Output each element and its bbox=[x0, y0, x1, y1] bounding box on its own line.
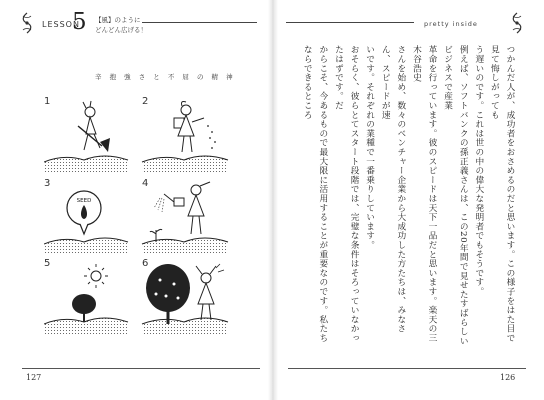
body-line: う遅いのです。これは世の中の偉大な発明者でもそうです。 bbox=[473, 45, 484, 297]
sun-icon bbox=[84, 264, 108, 288]
body-text bbox=[302, 45, 517, 349]
body-line: 革命を行っています。彼のスピードは天下一品だと思います。楽天の三木谷浩史 bbox=[411, 45, 438, 343]
body-line: おそらく、彼らとてスタート段階では、完璧な条件はそろっていなかったはずです。だ bbox=[333, 45, 360, 343]
panel-3-seed bbox=[44, 191, 128, 254]
right-page bbox=[276, 0, 544, 400]
left-page bbox=[0, 0, 270, 400]
lesson-number: 5 bbox=[72, 9, 87, 35]
left-ornament-icon bbox=[20, 12, 34, 34]
body-line: からこそ、今あるもので最大限に活用することが重要なのです。私たちならできるところ bbox=[302, 45, 328, 343]
panel-title: 辛 抱 強 さ と 不 屈 の 精 神 bbox=[95, 73, 236, 81]
seed-label: SEED bbox=[76, 198, 92, 204]
bottom-rule-right bbox=[288, 368, 526, 369]
panel-number-5: 5 bbox=[44, 258, 51, 269]
header-rule bbox=[142, 22, 257, 23]
panel-5-growing bbox=[44, 264, 128, 334]
panel-number-1: 1 bbox=[44, 96, 51, 107]
panel-2-sowing bbox=[142, 102, 228, 173]
header-rule-right bbox=[286, 22, 414, 23]
watering-can-icon bbox=[164, 194, 184, 206]
panel-number-2: 2 bbox=[142, 96, 149, 107]
right-ornament-icon bbox=[510, 12, 524, 34]
seed-bubble-icon bbox=[67, 191, 101, 234]
lesson-label: LESSON bbox=[42, 20, 80, 29]
page-number-right: 126 bbox=[500, 373, 516, 382]
lesson-subtitle-line-2: どんどん広げる！ bbox=[95, 26, 147, 34]
page-number-left: 127 bbox=[26, 373, 42, 382]
body-line: いです。それぞれの業種で一番乗りしています。 bbox=[364, 45, 375, 250]
panel-6-harvest bbox=[142, 264, 228, 334]
illustration-panels bbox=[44, 98, 259, 348]
panel-number-6: 6 bbox=[142, 258, 149, 269]
body-line: さんを始め、数々のベンチャー企業から大成功した方たちは、みなさん、スピードが速 bbox=[380, 45, 406, 334]
lesson-subtitle bbox=[95, 15, 147, 35]
body-line: 例えば、ソフトバンクの孫正義さんは、この20年間で見せたすばらしいビジネスで産業 bbox=[442, 45, 469, 346]
panel-4-watering bbox=[142, 182, 228, 254]
bottom-rule-left bbox=[22, 368, 260, 369]
running-head: pretty inside bbox=[424, 20, 478, 28]
tree-icon bbox=[146, 264, 190, 324]
panel-number-4: 4 bbox=[142, 178, 149, 189]
panel-number-3: 3 bbox=[44, 178, 51, 189]
lesson-subtitle-line-1: 【風】のように bbox=[95, 16, 141, 24]
body-line: つかんだ人が、成功者をおさめるのだと思います。この様子をはた目で見て悔しがっても bbox=[489, 45, 515, 343]
panel-1-digging bbox=[44, 101, 128, 172]
